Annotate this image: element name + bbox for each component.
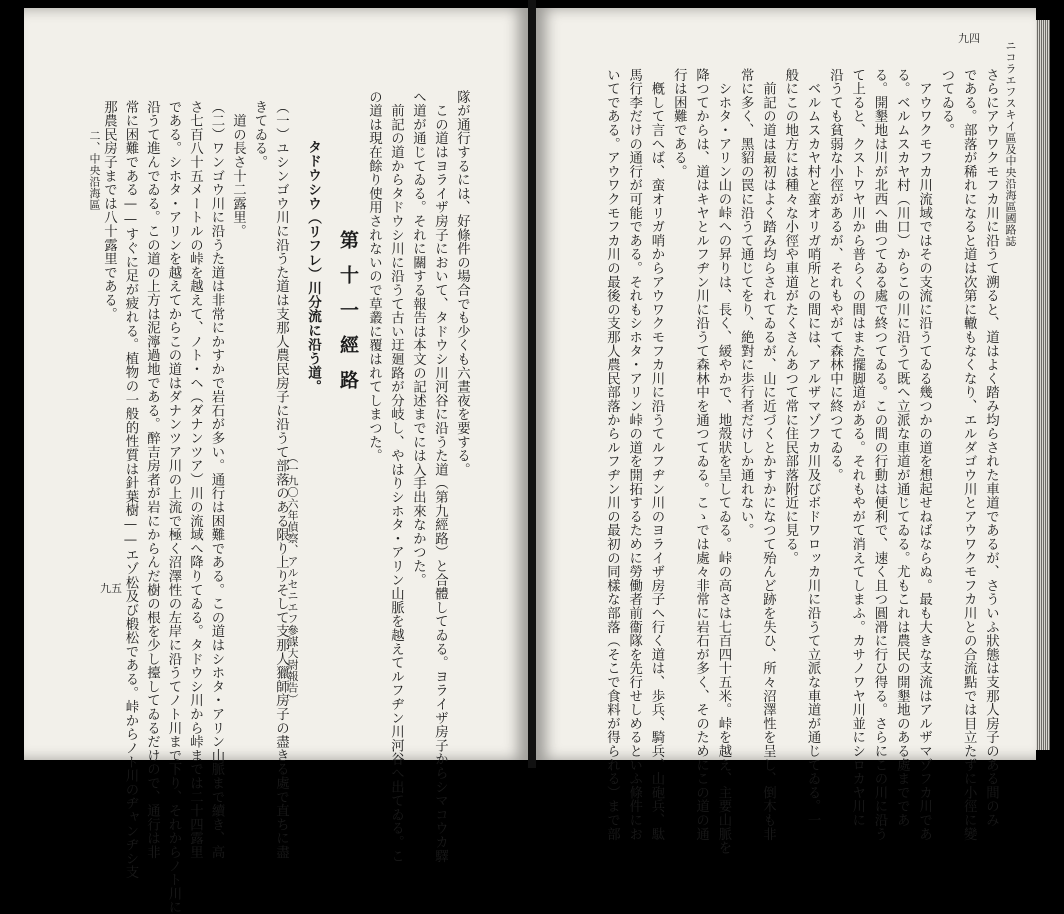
left-page-number: 九五 (100, 582, 122, 595)
text-line: 常に多く、黑貂の罠に沿うて通じてをり、絶對に歩行者だけしか通れない。 (738, 68, 754, 538)
text-line: 隊が通行するには、好條件の場合でも少くも六晝夜を要する。 (454, 90, 470, 477)
text-line: 道の長さ十二露里。 (230, 100, 246, 238)
text-line: 行は困難である。 (671, 68, 687, 179)
running-head: ニコラエフスキイ區及中央沿海區國路誌 (1004, 40, 1017, 247)
text-line: 槪して言へば、蛮オリガ哨からアウワクモフカ川に沿うてルフヂン川のヨライザ房子へ行く道は、歩兵、騎兵、山砲兵、駄 (649, 68, 664, 841)
text-line: つてゐる。 (938, 68, 954, 137)
text-line: 那農民房子までは八十露里である。 (101, 100, 117, 321)
text-line: 前記の道からタドウシ川に沿うて古い迂廻路が分岐し、やはりシホタ・アリン山脈を越えてルフヂン川河谷へ出てゐる。こ (388, 90, 404, 863)
text-line: シホタ・アリン山の峠への昇りは、長く、緩やかで、地殼狀を呈してゐる。峠の高さは七百四十五米。峠を越え、主要山脈を (715, 68, 731, 855)
text-line: 降つてからは、道はキヤとルフヂン川に沿うて森林中を通つてゐる。こゝでは處々非常に岩石が多く、そのためにこの道の通 (693, 68, 709, 841)
text-line: て上ると、クストワヤ川から普らくの間はまた擺脚道がある。それもやがて消えてしまふ。カサノワヤ川並にシロカヤ川に (849, 68, 865, 827)
text-line: この道はヨライザ房子において、タドウシ川河谷に沿うた道（第九經路）と合體してゐる。ヨライザ房子からシマコウカ驛 (432, 90, 448, 863)
route-heading: 第十一經路 (337, 230, 359, 405)
text-line: る。開墾地は川が北西へ曲つてゐる處で終つてゐる。この間の行動は便利で、速く且つ圓滑に行ひ得る。さらにこの川に沿う (872, 68, 887, 841)
book-gutter (528, 0, 536, 768)
text-line: さらにアウワクモフカ川に沿うて溯ると、道はよく踏み均らされた車道であるが、さういふ狀態は支那人房子のある間のみ (983, 68, 999, 827)
text-line: アウワクモフカ川流域ではその支流に沿うてゐる幾つかの道を想起せねばならぬ。最も大きな支流はアルザマゾフカ川であ (916, 68, 932, 841)
text-line: 沿うても貧弱な小徑があるが、それもやがて森林中に終つてゐる。 (827, 68, 843, 482)
page-edges (1036, 20, 1050, 750)
text-line: きてゐる。 (252, 100, 267, 169)
text-line: 常に困難である——すぐに足が疲れる。植物の一般的性質は針葉樹——エゾ松及び椴松である。峠からノト川のヂャンヂシ支 (123, 100, 138, 880)
right-page-number: 九四 (958, 32, 980, 45)
source-note: （一九〇六年偵察、アルセニエフ參謀大尉報告） (286, 452, 299, 705)
text-line: いてである。アウワクモフカ川の最後の支那人農民部落からルフヂン川の最初の同樣な部落（そこで食料が得られる）まで部 (604, 68, 620, 841)
text-line: （一）ユシンゴウ川に沿うた道は支那人農民房子に沿うて部落のある限り上りそして支那人獵師房子の盡きる處で直ちに盡 (273, 100, 289, 859)
text-line: へ道が通じてゐる。それに關する報告は本文の記述までには入手出來なかつた。 (410, 90, 426, 587)
text-line: ベルムスカヤ村と蛮オリガ哨所との間には、アルザマゾフカ川及びボドワロッカ川に沿うて立派な車道が通じてゐる。一 (805, 68, 821, 827)
text-line: 般にこの地方には種々な小徑や車道がたくさんあつて常に住民部落附近に見る。 (782, 68, 798, 565)
text-line: 馬行李だけの通行が可能である。それもシホタ・アリン峠の道を開拓するために勞働者前衞隊を先行せしめるといふ條件にお (626, 68, 642, 841)
text-line: 前記の道は最初はよく踏み均らされてゐるが、山に近づくとかすかになつて殆んど跡を失ひ、所々沼澤性を呈し、倒木も非 (760, 68, 776, 841)
footer-section: 二、中央沿海區 (88, 130, 101, 211)
text-line: である。シホタ・アリンを越えてからこの道はダナンツア川の上流で極く沼澤性の左岸に沿うてノト川まで下り、それからノト川に (166, 100, 181, 914)
route-subheading: タドウシウ（リフレ）川分流に沿う道。 (305, 140, 321, 394)
text-line: 沿うて進んでゐる。この道の上方は泥濘過地である。醉吉房者が岩にからんだ樹の根を少し擡してゐるだけので、通行は非 (144, 100, 160, 859)
text-line: の道は現在餘り使用されないので草叢に覆はれてしまつた。 (366, 90, 382, 463)
text-line: さ七百八十五メートルの峠を越えて、ノト・ヘ（ダナンツア）川の流域へ降りてゐる。タドウシ川から峠までは二十四露里 (187, 100, 203, 859)
text-line: である。部落が稀れになると道は次第に轍もなくなり、エルダゴウ川とアウワクモフカ川との合流點では目立たずに小徑に變 (961, 68, 977, 841)
text-line: る。ベルムスカヤ村（川口）からこの川に沿うて既へ立派な車道が通じてゐる。尤もこれは農民の開墾地のある處までであ (894, 68, 910, 827)
text-line: （二）ワンゴウ川に沿うた道は非常にかすかで岩石が多い。通行は困難である。この道はシホタ・アリン山脈まで續き、高 (209, 100, 224, 859)
